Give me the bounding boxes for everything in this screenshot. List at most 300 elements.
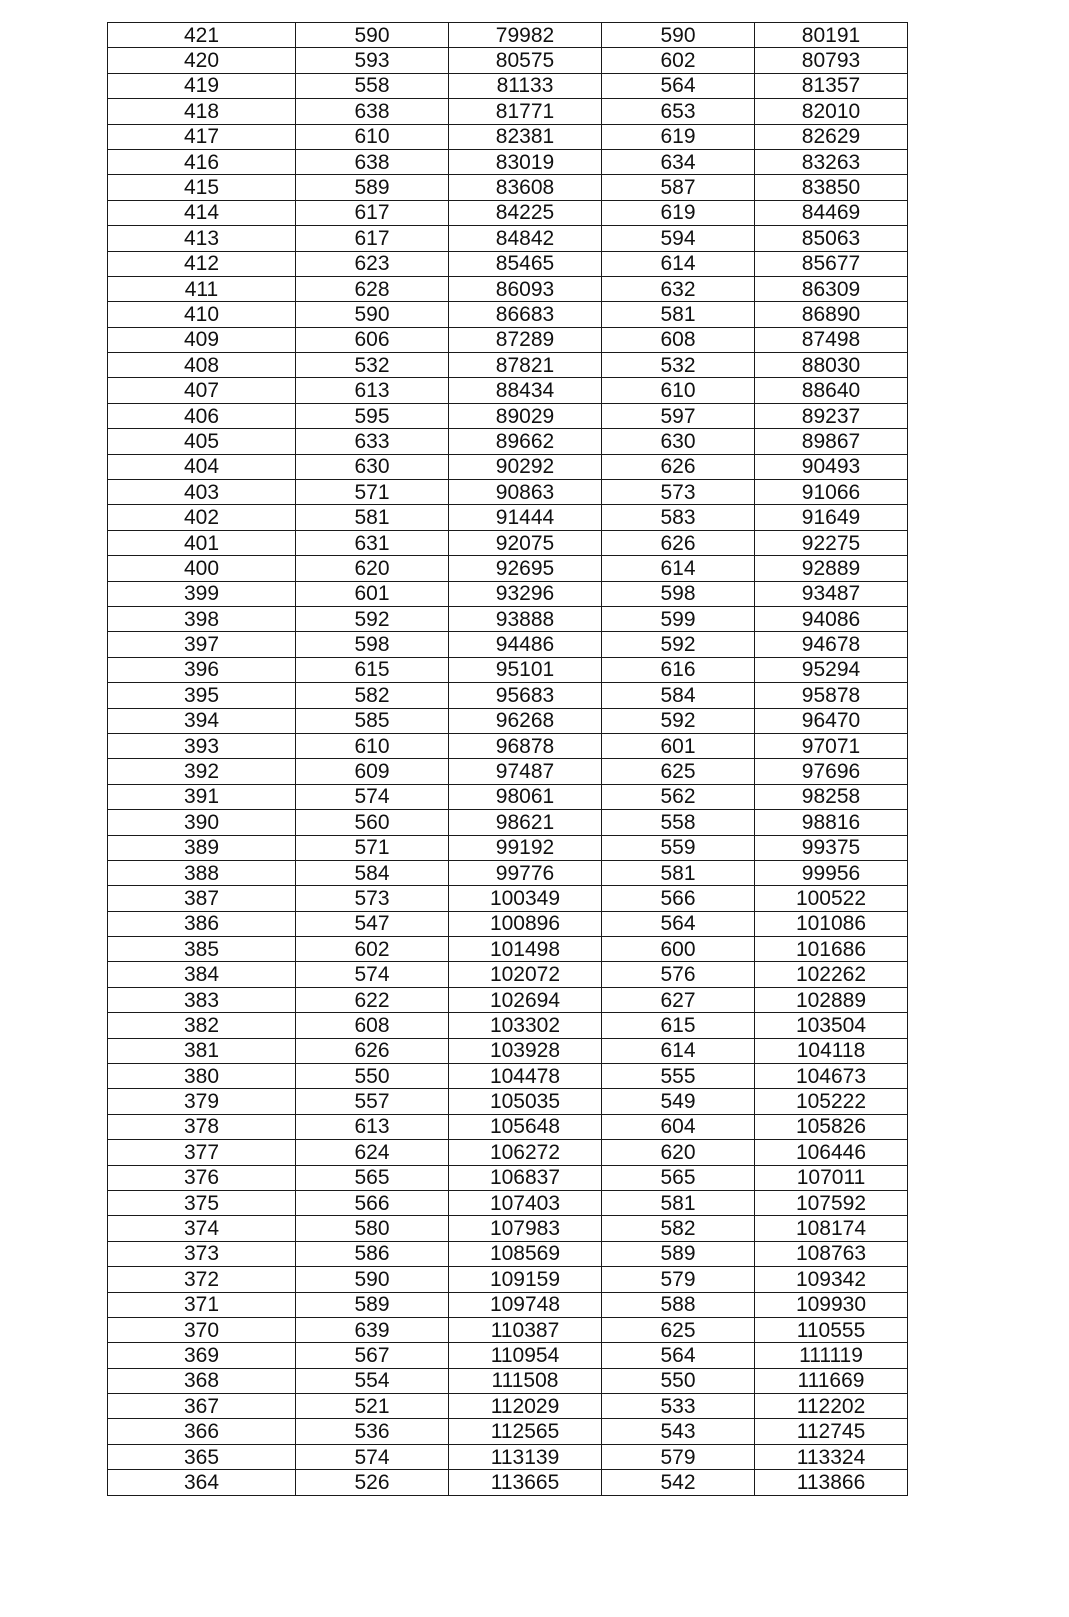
- table-cell: 610: [296, 733, 449, 758]
- table-cell: 98258: [755, 784, 908, 809]
- table-cell: 85677: [755, 251, 908, 276]
- table-row: [108, 1013, 908, 1038]
- table-cell: 94678: [755, 632, 908, 657]
- table-cell: 393: [108, 733, 296, 758]
- table-cell: 98816: [755, 810, 908, 835]
- table-cell: 384: [108, 962, 296, 987]
- table-cell: 371: [108, 1292, 296, 1317]
- table-cell: 79982: [449, 23, 602, 48]
- table-cell: 92695: [449, 556, 602, 581]
- table-cell: 557: [296, 1089, 449, 1114]
- table-row: [108, 403, 908, 428]
- table-cell: 601: [602, 733, 755, 758]
- table-row: [108, 911, 908, 936]
- table-cell: 367: [108, 1394, 296, 1419]
- table-cell: 394: [108, 708, 296, 733]
- table-row: [108, 429, 908, 454]
- table-cell: 633: [296, 429, 449, 454]
- table-cell: 108763: [755, 1241, 908, 1266]
- table-cell: 559: [602, 835, 755, 860]
- table-cell: 89029: [449, 403, 602, 428]
- table-cell: 395: [108, 683, 296, 708]
- table-row: [108, 48, 908, 73]
- table-cell: 113866: [755, 1470, 908, 1495]
- table-cell: 377: [108, 1140, 296, 1165]
- table-cell: 366: [108, 1419, 296, 1444]
- score-table: [107, 22, 908, 1496]
- table-cell: 369: [108, 1343, 296, 1368]
- table-cell: 97071: [755, 733, 908, 758]
- table-cell: 91066: [755, 480, 908, 505]
- table-cell: 86890: [755, 302, 908, 327]
- table-row: [108, 606, 908, 631]
- table-cell: 573: [602, 480, 755, 505]
- table-cell: 595: [296, 403, 449, 428]
- table-cell: 412: [108, 251, 296, 276]
- table-cell: 583: [602, 505, 755, 530]
- table-cell: 86093: [449, 276, 602, 301]
- table-row: [108, 1470, 908, 1495]
- table-cell: 604: [602, 1114, 755, 1139]
- table-cell: 610: [296, 124, 449, 149]
- table-cell: 94086: [755, 606, 908, 631]
- table-row: [108, 1241, 908, 1266]
- table-cell: 630: [296, 454, 449, 479]
- table-cell: 101686: [755, 937, 908, 962]
- table-cell: 95683: [449, 683, 602, 708]
- table-cell: 564: [602, 1343, 755, 1368]
- table-cell: 92275: [755, 530, 908, 555]
- table-cell: 617: [296, 226, 449, 251]
- table-cell: 108174: [755, 1216, 908, 1241]
- table-cell: 620: [602, 1140, 755, 1165]
- table-cell: 420: [108, 48, 296, 73]
- table-row: [108, 1419, 908, 1444]
- table-cell: 614: [602, 251, 755, 276]
- table-cell: 113324: [755, 1444, 908, 1469]
- table-cell: 96268: [449, 708, 602, 733]
- table-cell: 399: [108, 581, 296, 606]
- table-cell: 112029: [449, 1394, 602, 1419]
- table-cell: 90863: [449, 480, 602, 505]
- table-cell: 370: [108, 1317, 296, 1342]
- table-cell: 100349: [449, 886, 602, 911]
- table-cell: 97696: [755, 759, 908, 784]
- table-row: [108, 1444, 908, 1469]
- table-cell: 85063: [755, 226, 908, 251]
- table-row: [108, 1114, 908, 1139]
- table-cell: 107011: [755, 1165, 908, 1190]
- table-row: [108, 1165, 908, 1190]
- table-cell: 364: [108, 1470, 296, 1495]
- table-cell: 102262: [755, 962, 908, 987]
- table-cell: 88030: [755, 353, 908, 378]
- table-cell: 109159: [449, 1267, 602, 1292]
- table-cell: 598: [296, 632, 449, 657]
- table-cell: 574: [296, 784, 449, 809]
- table-row: [108, 353, 908, 378]
- table-cell: 584: [296, 860, 449, 885]
- table-cell: 98621: [449, 810, 602, 835]
- table-cell: 589: [296, 175, 449, 200]
- table-cell: 375: [108, 1190, 296, 1215]
- table-row: [108, 1343, 908, 1368]
- table-cell: 90292: [449, 454, 602, 479]
- table-cell: 387: [108, 886, 296, 911]
- table-cell: 95294: [755, 657, 908, 682]
- table-cell: 631: [296, 530, 449, 555]
- table-cell: 89237: [755, 403, 908, 428]
- table-cell: 598: [602, 581, 755, 606]
- table-cell: 110387: [449, 1317, 602, 1342]
- table-cell: 547: [296, 911, 449, 936]
- table-cell: 398: [108, 606, 296, 631]
- table-cell: 391: [108, 784, 296, 809]
- table-cell: 111119: [755, 1343, 908, 1368]
- table-cell: 96470: [755, 708, 908, 733]
- table-cell: 82629: [755, 124, 908, 149]
- table-cell: 571: [296, 835, 449, 860]
- table-row: [108, 962, 908, 987]
- table-row: [108, 530, 908, 555]
- table-cell: 602: [602, 48, 755, 73]
- table-cell: 88434: [449, 378, 602, 403]
- table-cell: 402: [108, 505, 296, 530]
- table-cell: 565: [602, 1165, 755, 1190]
- table-cell: 96878: [449, 733, 602, 758]
- table-cell: 562: [602, 784, 755, 809]
- table-cell: 94486: [449, 632, 602, 657]
- table-cell: 589: [602, 1241, 755, 1266]
- table-cell: 413: [108, 226, 296, 251]
- table-cell: 610: [602, 378, 755, 403]
- table-cell: 85465: [449, 251, 602, 276]
- table-cell: 84225: [449, 200, 602, 225]
- table-cell: 582: [296, 683, 449, 708]
- table-cell: 594: [602, 226, 755, 251]
- table-cell: 92889: [755, 556, 908, 581]
- table-cell: 81357: [755, 73, 908, 98]
- table-row: [108, 73, 908, 98]
- table-cell: 574: [296, 1444, 449, 1469]
- table-cell: 625: [602, 759, 755, 784]
- table-cell: 110555: [755, 1317, 908, 1342]
- table-cell: 368: [108, 1368, 296, 1393]
- table-cell: 638: [296, 149, 449, 174]
- table-cell: 104673: [755, 1064, 908, 1089]
- table-cell: 93888: [449, 606, 602, 631]
- table-row: [108, 1216, 908, 1241]
- table-cell: 608: [602, 327, 755, 352]
- table-cell: 396: [108, 657, 296, 682]
- table-row: [108, 784, 908, 809]
- table-cell: 609: [296, 759, 449, 784]
- table-cell: 416: [108, 149, 296, 174]
- table-cell: 555: [602, 1064, 755, 1089]
- table-cell: 564: [602, 73, 755, 98]
- table-cell: 558: [296, 73, 449, 98]
- table-cell: 526: [296, 1470, 449, 1495]
- table-cell: 630: [602, 429, 755, 454]
- table-cell: 100522: [755, 886, 908, 911]
- table-row: [108, 860, 908, 885]
- table-cell: 406: [108, 403, 296, 428]
- table-cell: 101498: [449, 937, 602, 962]
- table-cell: 373: [108, 1241, 296, 1266]
- table-cell: 405: [108, 429, 296, 454]
- table-row: [108, 1267, 908, 1292]
- table-cell: 586: [296, 1241, 449, 1266]
- table-cell: 589: [296, 1292, 449, 1317]
- table-cell: 107592: [755, 1190, 908, 1215]
- table-cell: 653: [602, 99, 755, 124]
- table-cell: 411: [108, 276, 296, 301]
- table-cell: 84842: [449, 226, 602, 251]
- table-cell: 106837: [449, 1165, 602, 1190]
- table-cell: 639: [296, 1317, 449, 1342]
- table-cell: 91444: [449, 505, 602, 530]
- table-cell: 592: [296, 606, 449, 631]
- table-cell: 105826: [755, 1114, 908, 1139]
- table-cell: 414: [108, 200, 296, 225]
- table-cell: 614: [602, 556, 755, 581]
- table-cell: 410: [108, 302, 296, 327]
- table-cell: 84469: [755, 200, 908, 225]
- table-cell: 372: [108, 1267, 296, 1292]
- table-cell: 608: [296, 1013, 449, 1038]
- table-cell: 580: [296, 1216, 449, 1241]
- table-cell: 102072: [449, 962, 602, 987]
- table-cell: 571: [296, 480, 449, 505]
- table-cell: 102694: [449, 987, 602, 1012]
- table-cell: 365: [108, 1444, 296, 1469]
- table-cell: 617: [296, 200, 449, 225]
- table-cell: 602: [296, 937, 449, 962]
- table-row: [108, 708, 908, 733]
- table-cell: 99192: [449, 835, 602, 860]
- table-cell: 560: [296, 810, 449, 835]
- table-cell: 564: [602, 911, 755, 936]
- table-cell: 634: [602, 149, 755, 174]
- table-cell: 86309: [755, 276, 908, 301]
- table-cell: 112745: [755, 1419, 908, 1444]
- table-cell: 80793: [755, 48, 908, 73]
- table-cell: 573: [296, 886, 449, 911]
- table-cell: 390: [108, 810, 296, 835]
- table-cell: 105648: [449, 1114, 602, 1139]
- table-cell: 613: [296, 378, 449, 403]
- table-cell: 102889: [755, 987, 908, 1012]
- table-cell: 113665: [449, 1470, 602, 1495]
- table-cell: 378: [108, 1114, 296, 1139]
- table-row: [108, 327, 908, 352]
- table-cell: 590: [296, 1267, 449, 1292]
- table-cell: 615: [296, 657, 449, 682]
- table-cell: 581: [602, 860, 755, 885]
- table-cell: 550: [602, 1368, 755, 1393]
- table-cell: 92075: [449, 530, 602, 555]
- table-cell: 397: [108, 632, 296, 657]
- table-cell: 532: [602, 353, 755, 378]
- table-cell: 415: [108, 175, 296, 200]
- table-cell: 97487: [449, 759, 602, 784]
- table-cell: 111669: [755, 1368, 908, 1393]
- table-cell: 81133: [449, 73, 602, 98]
- table-cell: 620: [296, 556, 449, 581]
- table-cell: 104478: [449, 1064, 602, 1089]
- table-cell: 109930: [755, 1292, 908, 1317]
- table-cell: 389: [108, 835, 296, 860]
- table-cell: 89867: [755, 429, 908, 454]
- table-cell: 587: [602, 175, 755, 200]
- table-cell: 536: [296, 1419, 449, 1444]
- table-cell: 408: [108, 353, 296, 378]
- table-cell: 521: [296, 1394, 449, 1419]
- table-cell: 82381: [449, 124, 602, 149]
- table-cell: 599: [602, 606, 755, 631]
- table-cell: 98061: [449, 784, 602, 809]
- table-cell: 106272: [449, 1140, 602, 1165]
- table-cell: 590: [602, 23, 755, 48]
- table-cell: 626: [602, 454, 755, 479]
- table-cell: 601: [296, 581, 449, 606]
- table-cell: 592: [602, 708, 755, 733]
- table-cell: 109748: [449, 1292, 602, 1317]
- table-row: [108, 505, 908, 530]
- table-row: [108, 810, 908, 835]
- table-cell: 581: [602, 302, 755, 327]
- table-row: [108, 378, 908, 403]
- table-row: [108, 886, 908, 911]
- table-cell: 619: [602, 200, 755, 225]
- table-cell: 87289: [449, 327, 602, 352]
- table-cell: 628: [296, 276, 449, 301]
- table-cell: 566: [296, 1190, 449, 1215]
- table-cell: 543: [602, 1419, 755, 1444]
- table-cell: 582: [602, 1216, 755, 1241]
- table-cell: 382: [108, 1013, 296, 1038]
- table-cell: 107403: [449, 1190, 602, 1215]
- table-cell: 108569: [449, 1241, 602, 1266]
- table-cell: 616: [602, 657, 755, 682]
- table-row: [108, 149, 908, 174]
- table-cell: 550: [296, 1064, 449, 1089]
- table-row: [108, 1317, 908, 1342]
- table-cell: 421: [108, 23, 296, 48]
- table-cell: 99375: [755, 835, 908, 860]
- table-row: [108, 1368, 908, 1393]
- table-row: [108, 1190, 908, 1215]
- table-cell: 86683: [449, 302, 602, 327]
- table-row: [108, 632, 908, 657]
- table-row: [108, 1292, 908, 1317]
- table-cell: 409: [108, 327, 296, 352]
- table-cell: 112202: [755, 1394, 908, 1419]
- table-cell: 585: [296, 708, 449, 733]
- table-cell: 81771: [449, 99, 602, 124]
- table-cell: 623: [296, 251, 449, 276]
- table-row: [108, 556, 908, 581]
- table-row: [108, 302, 908, 327]
- table-cell: 600: [602, 937, 755, 962]
- table-cell: 419: [108, 73, 296, 98]
- table-cell: 579: [602, 1444, 755, 1469]
- table-cell: 87498: [755, 327, 908, 352]
- table-cell: 385: [108, 937, 296, 962]
- table-cell: 82010: [755, 99, 908, 124]
- table-row: [108, 581, 908, 606]
- table-cell: 89662: [449, 429, 602, 454]
- table-cell: 417: [108, 124, 296, 149]
- table-cell: 401: [108, 530, 296, 555]
- table-row: [108, 23, 908, 48]
- table-cell: 83019: [449, 149, 602, 174]
- table-cell: 597: [602, 403, 755, 428]
- table-cell: 624: [296, 1140, 449, 1165]
- table-cell: 614: [602, 1038, 755, 1063]
- table-cell: 554: [296, 1368, 449, 1393]
- table-cell: 403: [108, 480, 296, 505]
- table-row: [108, 657, 908, 682]
- table-cell: 590: [296, 23, 449, 48]
- table-row: [108, 1089, 908, 1114]
- table-cell: 418: [108, 99, 296, 124]
- table-row: [108, 937, 908, 962]
- table-cell: 392: [108, 759, 296, 784]
- table-row: [108, 124, 908, 149]
- table-cell: 107983: [449, 1216, 602, 1241]
- table-cell: 100896: [449, 911, 602, 936]
- table-cell: 104118: [755, 1038, 908, 1063]
- table-cell: 532: [296, 353, 449, 378]
- table-cell: 101086: [755, 911, 908, 936]
- table-cell: 566: [602, 886, 755, 911]
- table-row: [108, 759, 908, 784]
- table-cell: 619: [602, 124, 755, 149]
- table-cell: 593: [296, 48, 449, 73]
- table-cell: 565: [296, 1165, 449, 1190]
- table-cell: 106446: [755, 1140, 908, 1165]
- table-cell: 103928: [449, 1038, 602, 1063]
- table-cell: 113139: [449, 1444, 602, 1469]
- table-row: [108, 480, 908, 505]
- table-cell: 581: [296, 505, 449, 530]
- table-cell: 626: [296, 1038, 449, 1063]
- table-cell: 584: [602, 683, 755, 708]
- table-cell: 615: [602, 1013, 755, 1038]
- table-cell: 400: [108, 556, 296, 581]
- table-cell: 627: [602, 987, 755, 1012]
- table-cell: 574: [296, 962, 449, 987]
- table-cell: 588: [602, 1292, 755, 1317]
- table-cell: 380: [108, 1064, 296, 1089]
- table-cell: 558: [602, 810, 755, 835]
- table-row: [108, 1140, 908, 1165]
- table-cell: 632: [602, 276, 755, 301]
- table-row: [108, 175, 908, 200]
- table-cell: 111508: [449, 1368, 602, 1393]
- table-cell: 83850: [755, 175, 908, 200]
- table-row: [108, 683, 908, 708]
- table-cell: 549: [602, 1089, 755, 1114]
- table-row: [108, 99, 908, 124]
- table-cell: 109342: [755, 1267, 908, 1292]
- table-cell: 407: [108, 378, 296, 403]
- table-cell: 80191: [755, 23, 908, 48]
- table-cell: 99776: [449, 860, 602, 885]
- table-row: [108, 251, 908, 276]
- table-row: [108, 226, 908, 251]
